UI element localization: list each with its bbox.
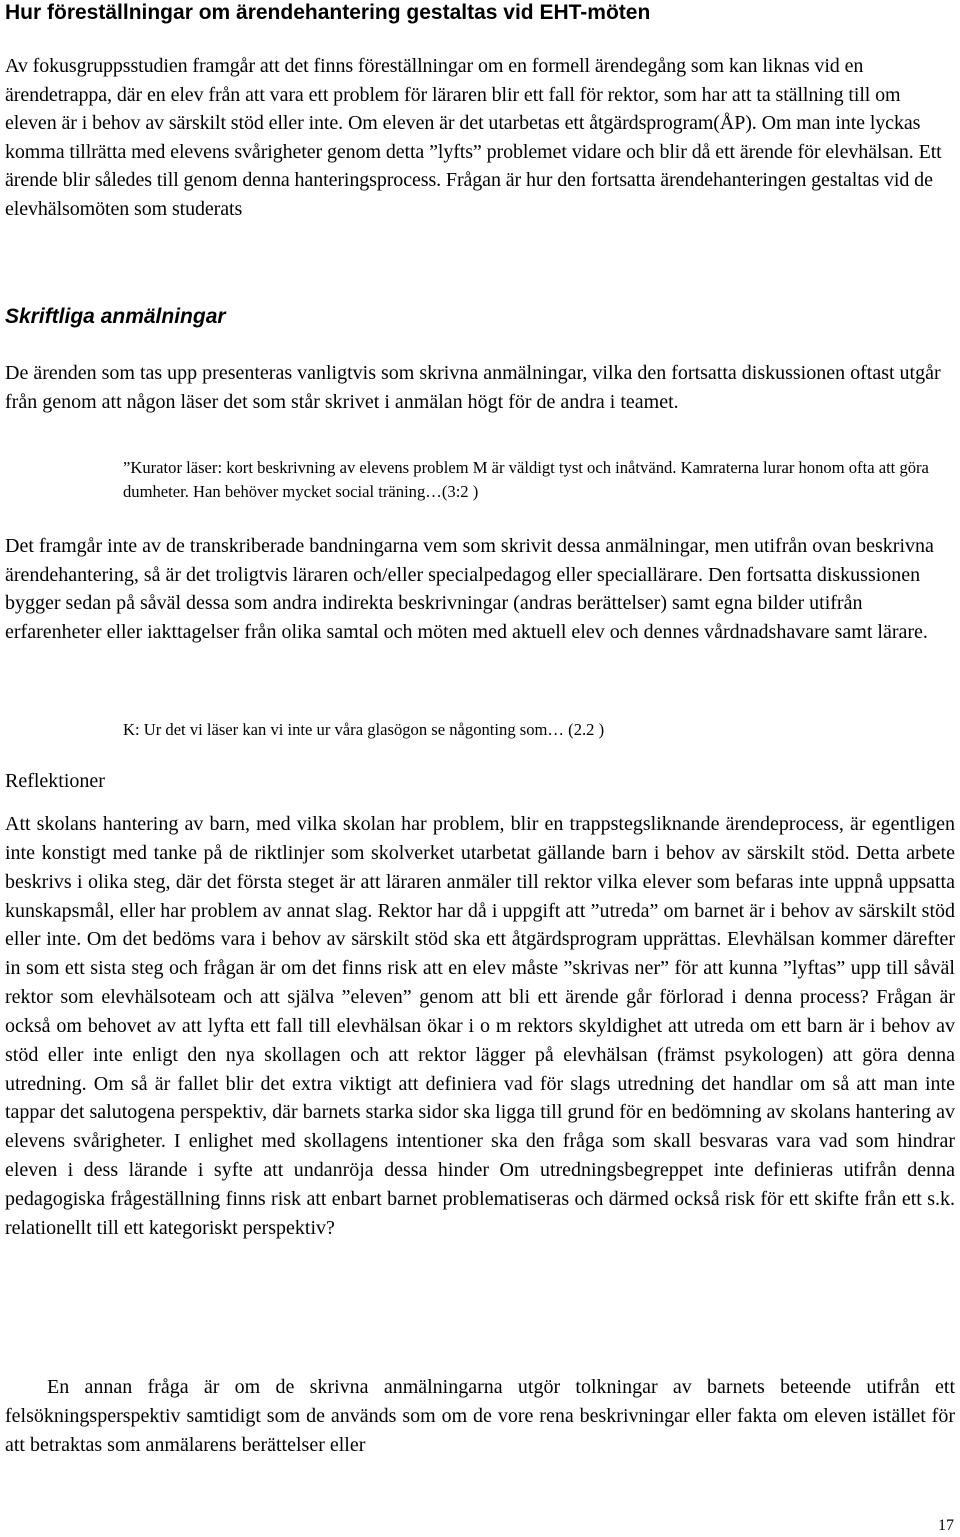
page-title: Hur föreställningar om ärendehantering gestaltas vid EHT-möten [5, 1, 651, 24]
paragraph-annan-fraga: En annan fråga är om de skrivna anmälningarna utgör tolkningar av barnets beteende utifrån ett felsökningsperspektiv samtidigt som de används som om de vore rena beskrivningar eller fakta om eleven istället för att betraktas som anmälarens berättelser eller [5, 1376, 955, 1456]
section-heading-skriftliga-anmalningar: Skriftliga anmälningar [5, 305, 226, 328]
paragraph-intro: Av fokusgruppsstudien framgår att det finns föreställningar om en formell ärendegång som kan liknas vid en ärendetrappa, där en elev från att vara ett problem för läraren blir ett fall för rektor, som har att ta ställning till om eleven är i behov av särskilt stöd eller inte. Om eleven är det utarbetas ett åtgärdsprogram(ÅP). Om man inte lyckas komma tillrätta med elevens svårigheter genom detta ”lyfts” problemet vidare och blir då ett ärende för elevhälsan. Ett ärende blir således till genom denna hanteringsprocess. Frågan är hur den fortsatta ärendehanteringen gestaltas vid de elevhälsomöten som studerats [5, 55, 942, 220]
paragraph-anmalningar: De ärenden som tas upp presenteras vanligtvis som skrivna anmälningar, vilka den fortsatta diskussionen oftast utgår från genom att någon läser det som står skrivet i anmälan högt för de andra i teamet. [5, 362, 941, 413]
page-number: 17 [938, 1517, 954, 1534]
paragraph-transkriberade: Det framgår inte av de transkriberade bandningarna vem som skrivit dessa anmälningar, men utifrån ovan beskrivna ärendehantering, så är det troligtvis läraren och/eller specialpedagog eller speciallärare. Den fortsatta diskussionen bygger sedan på såväl dessa som andra indirekta beskrivningar (andras berättelser) samt egna bilder utifrån erfarenheter eller iakttagelser från olika samtal och möten med aktuell elev och dennes vårdnadshavare samt lärare. [5, 535, 934, 643]
quote-kurator: ”Kurator läser: kort beskrivning av elevens problem M är väldigt tyst och inåtvänd. Kamraterna lurar honom ofta att göra dumheter. Han behöver mycket social träning…(3:2 ) [123, 458, 929, 501]
quote-glasogon: K: Ur det vi läser kan vi inte ur våra glasögon se någonting som… (2.2 ) [123, 720, 605, 739]
section-label-reflektioner: Reflektioner [5, 770, 105, 792]
paragraph-reflektioner: Att skolans hantering av barn, med vilka skolan har problem, blir en trappstegsliknande ärendeprocess, är egentligen inte konstigt med tanke på de riktlinjer som skolverket utarbetat gällande barn i behov av särskilt stöd. Detta arbete beskrivs i olika steg, där det första steget är att läraren anmäler till rektor vilka elever som befaras inte uppnå uppsatta kunskapsmål, eller har problem av annat slag. Rektor har då i uppgift att ”utreda” om barnet är i behov av särskilt stöd eller inte. Om det bedöms vara i behov av särskilt stöd ska ett åtgärdsprogram upprättas. Elevhälsan kommer därefter in som ett sista steg och frågan är om det finns risk att en elev måste ”skrivas ner” för att kunna ”lyftas” upp till såväl rektor som elevhälsoteam och att själva ”eleven” genom att bli ett ärende går förlorad i denna process? Frågan är också om behovet av att lyfta ett fall till elevhälsan ökar i o m rektors skyldighet att utreda om ett barn är i behov av stöd eller inte enligt den nya skollagen och att rektor lägger på elevhälsan (främst psykologen) att göra denna utredning. Om så är fallet blir det extra viktigt att definiera vad för slags utredning det handlar om så att man inte tappar det salutogena perspektiv, där barnets starka sidor ska ligga till grund för en bedömning av skolans hantering av elevens svårigheter. I enlighet med skollagens intentioner ska den fråga som skall besvaras vara vad som hindrar eleven i dess lärande i syfte att undanröja dessa hinder Om utredningsbegreppet inte definieras utifrån denna pedagogiska frågeställning finns risk att enbart barnet problematiseras och därmed också risk för ett skifte från ett s.k. relationellt till ett kategoriskt perspektiv? [5, 813, 955, 1239]
